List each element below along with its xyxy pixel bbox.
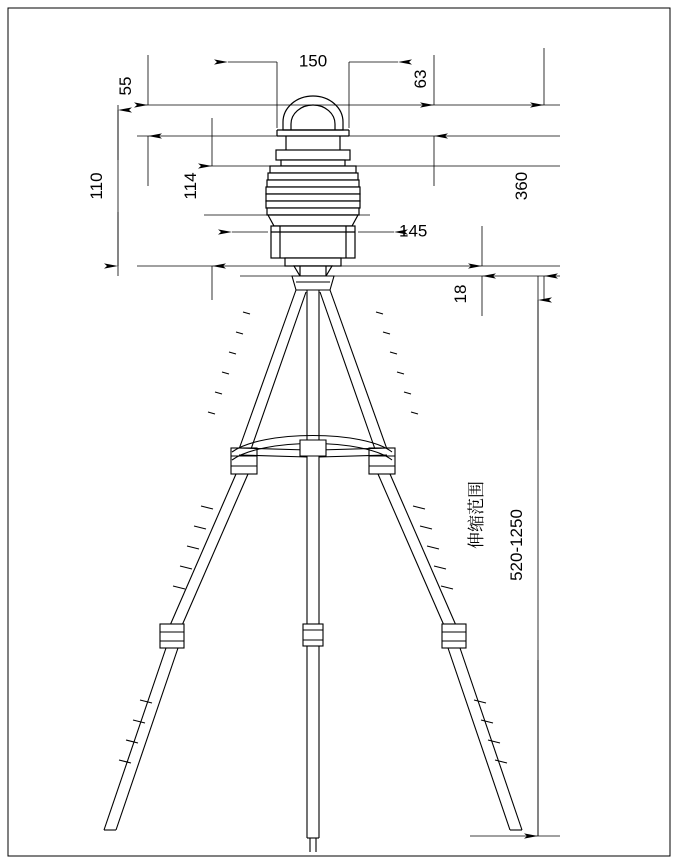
- sensor-assembly: [266, 96, 360, 276]
- dim-114-label: 114: [181, 172, 200, 200]
- center-column: [303, 290, 323, 852]
- telescoping-range-annotation: 伸缩范围: [467, 481, 487, 549]
- dim-55-label: 55: [116, 76, 135, 96]
- border-frame: [8, 8, 670, 856]
- sensor-body-housing: [268, 215, 358, 266]
- tripod-assembly: [104, 276, 522, 852]
- dimension-lines: [118, 48, 560, 836]
- dim-360-label: 360: [512, 171, 531, 201]
- dim-63-label: 63: [411, 69, 430, 89]
- sensor-neck: [276, 136, 350, 166]
- dim-110-label: 110: [87, 172, 106, 200]
- dim-145-label: 145: [399, 221, 428, 241]
- dimension-text-group: [87, 51, 531, 580]
- dim-range-label: 520-1250: [507, 509, 526, 581]
- radiation-shield-stack: [266, 166, 360, 215]
- dim-18-label: 18: [451, 284, 470, 304]
- tripod-leg-left: [104, 290, 306, 830]
- tripod-head: [292, 276, 334, 290]
- sensor-dome: [277, 96, 349, 136]
- tripod-leg-right: [320, 290, 522, 830]
- dim-150-label: 150: [298, 51, 328, 71]
- mount-adapter: [294, 266, 332, 276]
